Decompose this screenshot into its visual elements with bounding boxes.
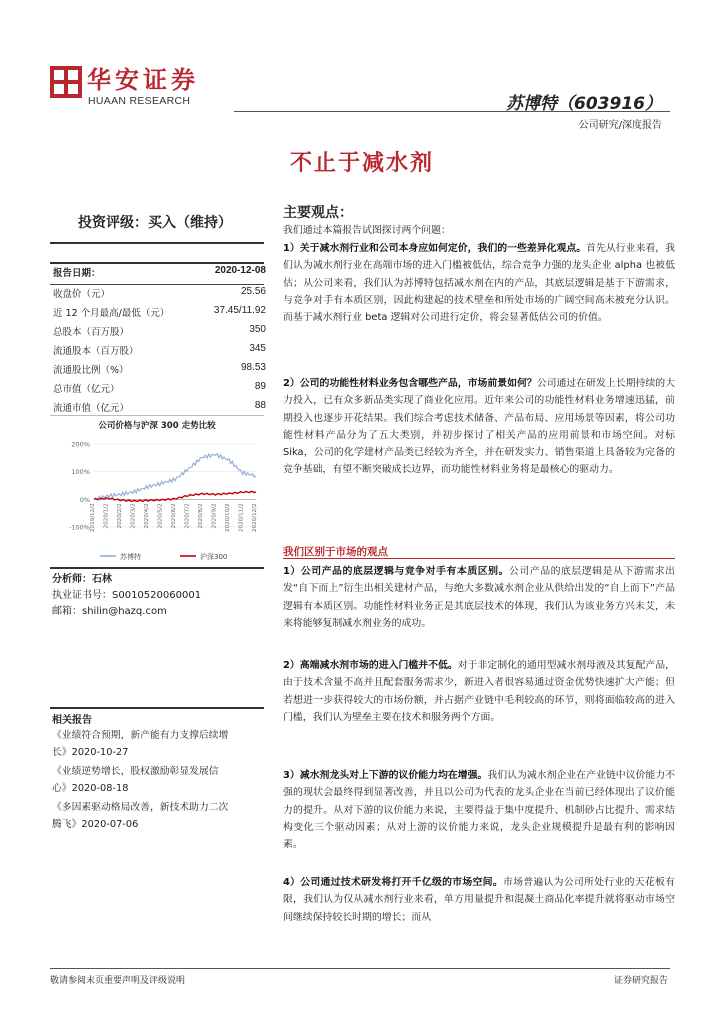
x-tick-label: 2020/7/2 — [184, 503, 191, 529]
data-label: 流通市值（亿元） — [53, 403, 130, 414]
table-bottom-divider — [50, 415, 264, 416]
view-1 — [283, 563, 675, 632]
x-tick-label: 2020/2/2 — [117, 503, 123, 529]
logo-mark — [50, 66, 82, 98]
related-report-line: 《业绩逆势增长，股权激励彰显发展信 — [52, 766, 219, 777]
company-name: 苏博特（603916） — [506, 94, 662, 114]
data-label: 报告日期： — [53, 268, 101, 279]
related-divider — [50, 707, 264, 709]
data-value: 345 — [249, 343, 266, 354]
analyst-divider — [50, 567, 264, 569]
point-1-head: 1）关于减水剂行业和公司本身应如何定价，我们的一些差异化观点。 — [283, 243, 587, 254]
x-tick-label: 2020/11/2 — [238, 503, 245, 533]
view-2 — [283, 657, 675, 726]
section-heading: 我们区别于市场的观点 — [283, 546, 388, 558]
x-tick-label: 2020/6/2 — [171, 503, 177, 529]
view-4 — [283, 874, 675, 926]
data-label: 流通股比例（%） — [53, 365, 129, 376]
x-tick-label: 2019/12/2 — [90, 503, 96, 533]
related-report-item[interactable] — [52, 727, 264, 761]
investment-rating: 投资评级：买入（维持） — [78, 215, 232, 231]
data-divider — [50, 284, 264, 285]
data-value: 89 — [254, 381, 266, 392]
view-3-body: 我们认为减水剂企业在产业链中议价能力不强的现状会最终得到显著改善，并且以公司为代表的龙头企业在当前已经体现出了议价能力的提升。从对下游的议价能力来说，主要得益于集中度提升、机制砂占比提升、需求结构变化三个驱动因素；从对上游的议价能力来说，龙头企业规模提升是最有利的影响因素。 — [283, 770, 676, 851]
data-value: 37.45/11.92 — [213, 305, 266, 316]
related-report-item[interactable] — [52, 763, 264, 797]
data-label: 总市值（亿元） — [53, 384, 120, 395]
data-row-date — [53, 265, 266, 283]
view-2-head: 2）高端减水剂市场的进入门槛并不低。 — [283, 660, 458, 671]
x-tick-label: 2020/3/2 — [130, 503, 137, 529]
data-row — [53, 324, 266, 342]
footer-label: 证券研究报告 — [613, 976, 668, 986]
y-tick-label: 0% — [79, 495, 90, 504]
point-2 — [283, 375, 675, 479]
footer-disclaimer: 敬请参阅末页重要声明及评级说明 — [50, 976, 186, 986]
page-title: 不止于减水剂 — [289, 151, 434, 176]
section-divider — [283, 558, 675, 559]
data-row — [53, 286, 266, 304]
rating-divider — [50, 242, 264, 244]
table-top-divider — [50, 262, 264, 264]
legend-label: 苏博特 — [120, 553, 141, 561]
data-value: 350 — [249, 324, 266, 335]
x-tick-label: 2020/8/2 — [198, 503, 204, 529]
data-label: 近 12 个月最高/最低（元） — [53, 308, 170, 319]
report-type: 公司研究/深度报告 — [578, 120, 662, 131]
x-tick-label: 2020/9/2 — [211, 503, 218, 529]
analyst-email: 邮箱：shilin@hazq.com — [52, 606, 167, 617]
y-tick-label: 100% — [71, 468, 90, 477]
logo-subtitle: HUAAN RESEARCH — [88, 95, 191, 107]
x-tick-label: 2020/5/2 — [157, 503, 164, 529]
view-1-head: 1）公司产品的底层逻辑与竞争对手有本质区别。 — [283, 566, 509, 577]
performance-chart — [50, 436, 264, 564]
view-1-body: 公司产品的底层逻辑是从下游需求出发“自下而上”衍生出相关建材产品，与绝大多数减水剂企业从供给出发的“自上而下”产品逻辑有本质区别。功能性材料业务正是其底层技术的体现，我们认为该业务方兴未艾，未来将能够复制减水剂业务的成功。 — [283, 566, 675, 629]
legend-label: 沪深300 — [200, 553, 228, 561]
related-report-line: 《业绩符合预期，新产能有力支撑后续增 — [52, 730, 229, 741]
data-value: 25.56 — [240, 286, 266, 297]
header-divider — [234, 111, 670, 112]
related-reports-title: 相关报告 — [52, 715, 92, 726]
main-intro: 我们通过本篇报告试图探讨两个问题： — [283, 225, 451, 236]
related-report-line: 腾飞》2020-07-06 — [52, 819, 139, 830]
data-label: 总股本（百万股） — [53, 327, 130, 338]
chart-title: 公司价格与沪深 300 走势比较 — [98, 421, 216, 431]
y-tick-label: -100% — [69, 523, 90, 532]
view-3 — [283, 767, 675, 853]
x-tick-label: 2020/10/2 — [225, 503, 231, 533]
data-row — [53, 305, 266, 323]
point-2-head: 2）公司的功能性材料业务包含哪些产品，市场前景如何？ — [283, 378, 537, 389]
series-line-index — [94, 491, 256, 501]
view-3-head: 3）减水剂龙头对上下游的议价能力均在增强。 — [283, 770, 488, 781]
view-4-head: 4）公司通过技术研发将打开千亿级的市场空间。 — [283, 877, 503, 888]
footer-divider — [50, 968, 670, 969]
x-tick-label: 2020/4/2 — [144, 503, 150, 529]
logo-text: 华安证券 — [87, 66, 199, 94]
view-2-body: 对于非定制化的通用型减水剂母液及其复配产品，由于技术含量不高并且配套服务需求少，新进入者很容易通过资金优势快速扩大产能；但若想进一步获得较大的市场份额，并占据产业链中毛利较高的环节，则将面临较高的进入门槛，我们认为壁垒主要在技术和服务两个方面。 — [283, 660, 676, 723]
related-report-item[interactable] — [52, 799, 264, 833]
related-report-line: 心》2020-08-18 — [52, 783, 129, 794]
data-value: 88 — [254, 400, 266, 411]
data-value: 98.53 — [240, 362, 266, 373]
data-row — [53, 343, 266, 361]
point-1-body: 首先从行业来看，我们认为减水剂行业在高端市场的进入门槛被低估，综合竞争力强的龙头企业 alpha 也被低估；从公司来看，我们认为苏博特包括减水剂在内的产品，其底层逻辑是基于下游需求，与竞争对手有本质区别，因此构建起的技术壁垒和所处市场的广阔空间高未被充分认识。而基于减水剂行业 beta 逻辑对公司进行定价，将会显著低估公司的价值。 — [283, 243, 676, 324]
data-row — [53, 381, 266, 399]
related-report-line: 《多因素驱动格局改善，新技术助力二次 — [52, 802, 229, 813]
x-tick-label: 2020/1/2 — [103, 503, 110, 529]
main-heading: 主要观点： — [283, 205, 353, 221]
data-label: 收盘价（元） — [53, 289, 111, 300]
view-4-body: 市场普遍认为公司所处行业的天花板有限，我们认为仅从减水剂行业来看，单方用量提升和混凝土商品化率提升就将驱动市场空间继续保持较长时期的增长；而从 — [283, 877, 675, 923]
data-label: 流通股本（百万股） — [53, 346, 139, 357]
related-report-line: 长》2020-10-27 — [52, 747, 129, 758]
data-row — [53, 362, 266, 380]
point-1 — [283, 240, 675, 326]
data-value: 2020-12-08 — [214, 265, 266, 276]
point-2-body: 公司通过在研发上长期持续的大力投入，已有众多新品类实现了商业化应用。近年来公司的功能性材料业务增速迅猛，前期投入也逐步开花结果。我们综合考虑技术储备、产品布局、应用场景等因素，将公司功能性材料产品分为了五大类别，并初步探讨了相关产品的应用前景和市场空间。对标 Sika，公司的化学建材产品类已经较为齐全，并在研发实力、销售渠道上具备较为完备的竞争基础，有望不断突破成长边界，而功能性材料业务将是最核心的驱动力。 — [283, 378, 676, 476]
x-tick-label: 2020/12/2 — [252, 503, 258, 533]
analyst-cert: 执业证书号：S0010520060001 — [52, 590, 202, 601]
analyst-name: 分析师：石林 — [52, 574, 112, 585]
y-tick-label: 200% — [71, 440, 90, 449]
